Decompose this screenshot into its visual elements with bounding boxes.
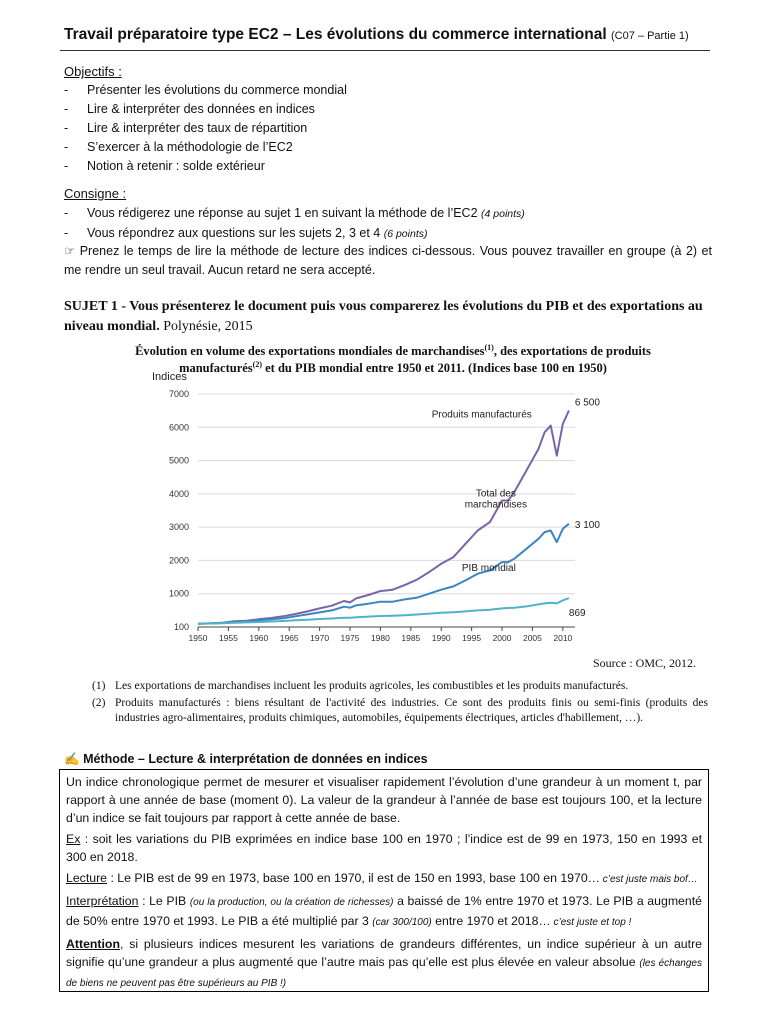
end-value-label: 869: [568, 608, 586, 620]
methode-lecture: Lecture : Le PIB est de 99 en 1973, base 100 en 1970, il est de 150 en 1993, base 100 en 1970… c’est juste mais bof…: [66, 871, 698, 885]
methode-box: [59, 769, 709, 992]
line-chart: [150, 367, 620, 649]
consigne-note: ☞ Prenez le temps de lire la méthode de lecture des indices ci-dessous. Vous pouvez travailler en groupe (à 2) et me rendre un seul travail. Aucun retard ne sera accepté.: [64, 244, 712, 277]
y-tick-label: 4000: [168, 488, 189, 499]
x-tick-label: 1960: [249, 633, 269, 643]
x-tick-label: 2010: [553, 633, 573, 643]
x-tick-label: 1965: [279, 633, 299, 643]
end-value-label: 3 100: [574, 519, 600, 531]
x-tick-label: 1955: [218, 633, 238, 643]
x-tick-label: 2000: [492, 633, 512, 643]
list-item: - Vous répondrez aux questions sur les sujets 2, 3 et 4 (6 points): [64, 224, 525, 244]
methode-heading: ✍ Méthode – Lecture & interprétation de données en indices: [64, 752, 428, 766]
objectifs-label: Objectifs :: [64, 64, 122, 79]
x-tick-label: 1985: [401, 633, 421, 643]
title-divider: [60, 50, 710, 51]
x-tick-label: 1980: [370, 633, 390, 643]
series-label: PIB mondial: [461, 563, 516, 575]
chart-title: Évolution en volume des exportations mondiales de marchandises$^{(1)}$, des exportations de produits manufacturés$^{(2)}$ et du PIB mondial entre 1950 et 2011. (Indices base 100 en 1950): [135, 343, 651, 376]
x-tick-label: 1990: [431, 633, 451, 643]
sujet-1-heading: SUJET 1 - Vous présenterez le document puis vous comparerez les évolutions du PIB et des exportations au niveau mondial. Polynésie, 2015: [64, 299, 703, 334]
y-tick-label: 7000: [168, 389, 189, 399]
methode-example: Ex : soit les variations du PIB exprimées en indice base 100 en 1970 ; l’indice est de 99 en 1973, 150 en 1993 et 300 en 2018.: [66, 832, 702, 864]
x-tick-label: 1995: [462, 633, 482, 643]
methode-interpretation: Interprétation : Le PIB (ou la production, ou la création de richesses) a baissé de 1% entre 1970 et 1973. Le PIB a augmenté de 50% entre 1970 et 1993. Le PIB a été multiplié par 3 (car 300/100) entre 1970 et 2018… c’est juste et top !: [66, 894, 702, 928]
page-title: Travail préparatoire type EC2 – Les évolutions du commerce international (C07 – Partie 1): [64, 26, 689, 43]
methode-intro: Un indice chronologique permet de mesurer et visualiser rapidement l’évolution d’une grandeur à un moment t, par rapport à une année de base (moment 0). La valeur de la grandeur à l’année de base est toujours 100, et la lecture d’un indice se fait toujours par rapport à cette année de base.: [66, 775, 702, 825]
series-label: Produits manufacturés: [431, 409, 532, 421]
series-line-1: [198, 411, 569, 624]
list-item: - Notion à retenir : solde extérieur: [64, 157, 347, 176]
y-tick-label: 1000: [168, 588, 189, 599]
writing-hand-icon: ✍: [64, 752, 80, 766]
consigne-list: [64, 204, 525, 244]
consigne-label: Consigne :: [64, 186, 127, 201]
series-label: Total des: [475, 488, 516, 500]
objectifs-list: [64, 81, 347, 176]
list-item: - Lire & interpréter des données en indices: [64, 100, 347, 119]
pointing-hand-icon: ☞: [64, 244, 76, 258]
y-tick-label: 6000: [168, 422, 189, 433]
x-tick-label: 2005: [522, 633, 542, 643]
series-label: marchandises: [464, 499, 527, 511]
x-tick-label: 1975: [340, 633, 360, 643]
y-tick-label: 5000: [168, 455, 189, 466]
methode-attention: Attention, si plusieurs indices mesurent les variations de grandeurs différentes, un indice supérieur à un autre signifie qu’une grandeur a plus augmenté que l’autre mais pas qu’elle est plus élevée en valeur absolue (les échanges de biens ne peuvent pas être supérieurs au PIB !): [66, 937, 702, 989]
x-tick-label: 1970: [310, 633, 330, 643]
y-axis-label: Indices: [152, 371, 187, 383]
page-subtitle: (C07 – Partie 1): [611, 30, 689, 42]
end-value-label: 6 500: [574, 397, 600, 409]
document-page: Travail préparatoire type EC2 – Les évolutions du commerce international (C07 – Partie 1) Objectifs : - Présenter les évolutions du commerce mondial - Lire & interpréter des données en indices - Lire & interpréter des taux de répartition - S’exercer à la méthodologie de l’EC2 - Notion à retenir : solde extérieur Consigne : - Vous rédigerez une réponse au sujet 1 en suivant la méthode de l’EC2 (4 points) - Vous répondrez aux questions sur les sujets 2, 3 et 4 (6 points) ☞ Prenez le temps de lire la méthode de lecture des indices ci-dessous. Vous pouvez travailler en groupe (à 2) et me rendre un seul travail. Aucun retard ne sera accepté. SUJET 1 - Vous présenterez le document puis vous comparerez les évolutions du PIB et des exportations au niveau mondial. Polynésie, 2015 Évolution en volume des exportations mondiales de marchandises$^{(1)}$, des exportations de produits manufacturés$^{(2)}$ et du PIB mondial entre 1950 et 2011. (Indices base 100 en 1950) Indices 100 1000 2000 3000 4000 5000 6000 7000 1950 1955 1960 1965 1970 1975 1980 1985 1990 1995 2000 2005 2010 Produits manufacturés 6 500 Total des marchandises 3 100 PIB mondial 869 Source : OMC, 2012. (1) Les exportations de marchandises incluent les produits agricoles, les combustibles et les produits manufacturés. (2) Produits manufacturés : biens résultant de l'activité des industries. Ce sont des produits finis ou semi-finis (produits des industries agro-alimentaires, produits chimiques, automobiles, équipements électriques, articles d'habillement, …). ✍ Méthode – Lecture & interprétation de données en indices Un indice chronologique permet de mesurer et visualiser rapidement l’évolution d’une grandeur à un moment t, par rapport à une année de base (moment 0). La valeur de la grandeur à l’année de base est toujours 100, et la lecture d’un indice se fait toujours par rapport à cette année de base. Ex : soit les variations du PIB exprimées en indice base 100 en 1970 ; l’indice est de 99 en 1973, 150 en 1993 et 300 en 2018. Lecture : Le PIB est de 99 en 1973, base 100 en 1970, il est de 150 en 1993, base 100 en 1970… c’est juste mais bof… Interprétation : Le PIB (ou la production, ou la création de richesses) a baissé de 1% entre 1970 et 1973. Le PIB a augmenté de 50% entre 1970 et 1993. Le PIB a été multiplié par 3 (car 300/100) entre 1970 et 2018… c’est juste et top ! Attention, si plusieurs indices mesurent les variations de grandeurs différentes, un indice supérieur à un autre signifie qu’une grandeur a plus augmenté que l’autre mais pas qu’elle est plus élevée en valeur absolue (les échanges de biens ne peuvent pas être supérieurs au PIB !): [0, 0, 768, 1024]
list-item: - Lire & interpréter des taux de répartition: [64, 119, 347, 138]
y-tick-label: 2000: [168, 555, 189, 566]
x-tick-label: 1950: [188, 633, 208, 643]
chart-source: Source : OMC, 2012.: [593, 656, 696, 670]
list-item: - Vous rédigerez une réponse au sujet 1 en suivant la méthode de l’EC2 (4 points): [64, 204, 525, 224]
y-tick-label: 100: [173, 622, 189, 632]
list-item: - Présenter les évolutions du commerce mondial: [64, 81, 347, 100]
list-item: - S’exercer à la méthodologie de l’EC2: [64, 138, 347, 157]
y-tick-label: 3000: [168, 522, 189, 533]
